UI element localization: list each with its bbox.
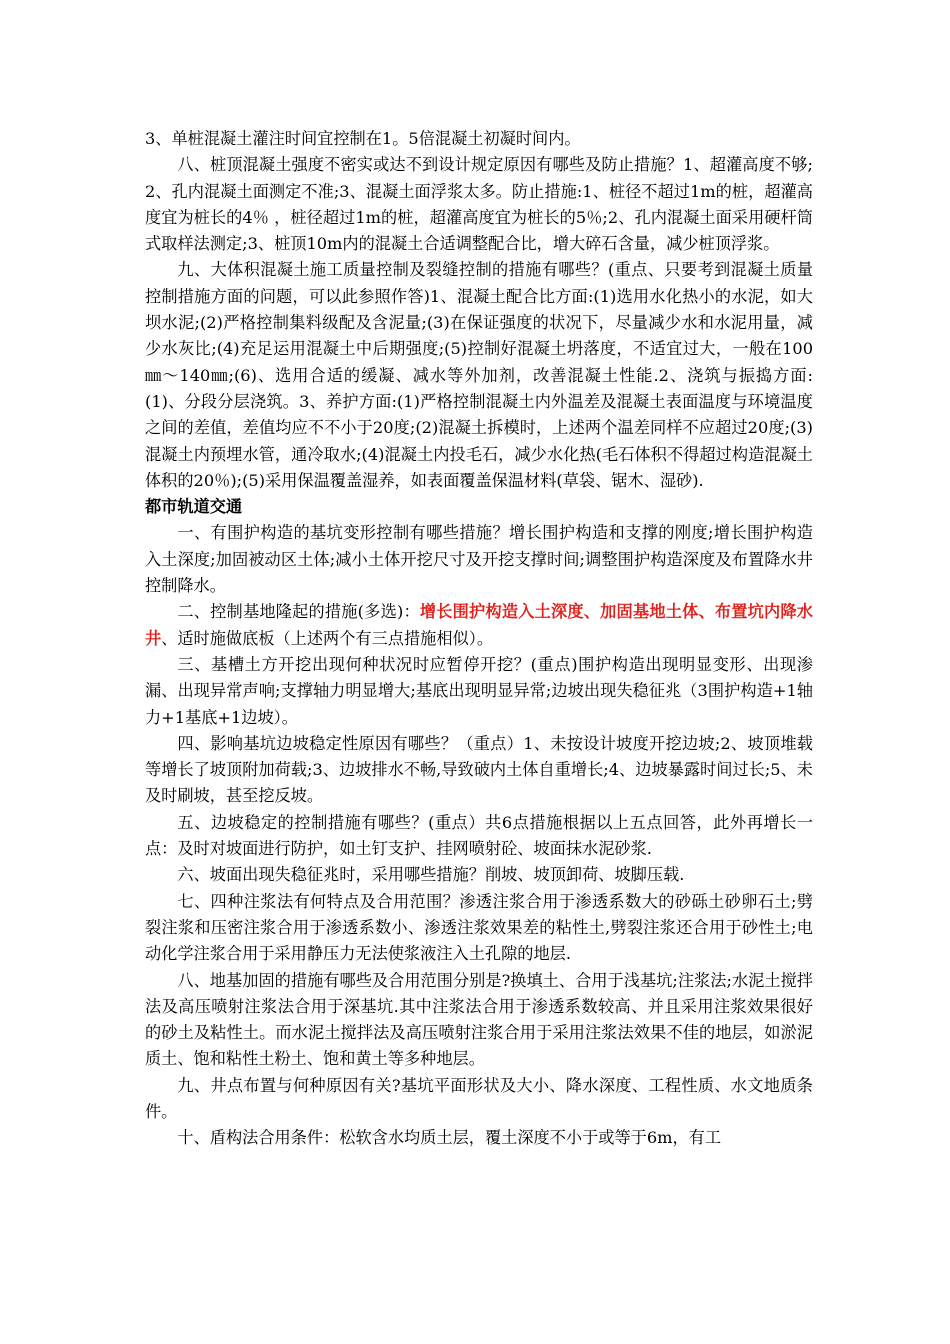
paragraph-q6: 六、坡面出现失稳征兆时，采用哪些措施？削坡、坡顶卸荷、坡脚压载. bbox=[177, 865, 685, 885]
q2-suffix: 、适时施做底板（上述两个有三点措施相似）。 bbox=[161, 628, 494, 648]
paragraph-q10: 十、盾构法合用条件：松软含水均质土层，覆土深度不小于或等于6m，有工 bbox=[177, 1128, 722, 1148]
document-page bbox=[145, 126, 813, 1152]
paragraph-q7: 七、四种注浆法有何特点及合用范围？渗透注浆合用于渗透系数大的砂砾土砂卵石土;劈裂注浆和压密注浆合用于渗透系数小、渗透注浆效果差的粘性土,劈裂注浆还合用于砂性土;电动化学注浆合用于采用静压力无法使浆液注入土孔隙的地层. bbox=[145, 891, 813, 964]
paragraph-intro: 3、单桩混凝土灌注时间宜控制在1。5倍混凝土初凝时间内。 bbox=[145, 129, 581, 148]
paragraph-mass-concrete: 九、大体积混凝土施工质量控制及裂缝控制的措施有哪些？(重点、只要考到混凝土质量控制措施方面的问题，可以此参照作答)1、混凝土配合比方面:(1)选用水化热小的水泥，如大坝水泥;(2)严格控制集料级配及含泥量;(3)在保证强度的状况下，尽量减少水和水泥用量，减少水灰比;(4)充足运用混凝土中后期强度;(5)控制好混凝土坍落度，不适宜过大，一般在100㎜～140㎜;(6)、选用合适的缓凝、减水等外加剂，改善混凝土性能.2、浇筑与振捣方面:(1)、分段分层浇筑。3、养护方面:(1)严格控制混凝土内外温差及混凝土表面温度与环境温度之间的差值，差值均应不不小于20度;(2)混凝土拆模时，上述两个温差同样不应超过20度;(3)混凝土内预埋水管，通冷取水;(4)混凝土内投毛石，减少水化热(毛石体积不得超过构造混凝土体积的20％);(5)采用保温覆盖湿养，如表面覆盖保温材料(草袋、锯木、湿砂). bbox=[145, 260, 813, 490]
paragraph-q3: 三、基槽土方开挖出现何种状况时应暂停开挖？(重点)围护构造出现明显变形、出现渗漏、出现异常声响;支撑轴力明显增大;基底出现明显异常;边坡出现失稳征兆（3围护构造+1轴力+1基底+1边坡）。 bbox=[145, 654, 813, 727]
paragraph-q4: 四、影响基坑边坡稳定性原因有哪些？（重点）1、未按设计坡度开挖边坡;2、坡顶堆载等增长了坡顶附加荷载;3、边坡排水不畅,导致破内土体自重增长;4、边坡暴露时间过长;5、未及时刷坡，甚至挖反坡。 bbox=[145, 733, 813, 806]
section-heading: 都市轨道交通 bbox=[145, 497, 243, 517]
paragraph-q5: 五、边坡稳定的控制措施有哪些？(重点）共6点措施根据以上五点回答，此外再增长一点：及时对坡面进行防护，如土钉支护、挂网喷射砼、坡面抹水泥砂浆. bbox=[145, 812, 813, 859]
paragraph-q1: 一、有围护构造的基坑变形控制有哪些措施？增长围护构造和支撑的刚度;增长围护构造入土深度;加固被动区土体;减小土体开挖尺寸及开挖支撑时间;调整围护构造深度及布置降水井控制降水。 bbox=[145, 523, 813, 596]
q2-prefix: 二、控制基地隆起的措施(多选)： bbox=[177, 602, 420, 622]
paragraph-pile-top: 八、桩顶混凝土强度不密实或达不到设计规定原因有哪些及防止措施？1、超灌高度不够;2、孔内混凝土面测定不准;3、混凝土面浮浆太多。防止措施:1、桩径不超过1m的桩，超灌高度宜为桩长的4％ ，桩径超过1m的桩，超灌高度宜为桩长的5％;2、孔内混凝土面采用硬杆筒式取样法测定;3、桩顶10m内的混凝土合适调整配合比，增大碎石含量，减少桩顶浮浆。 bbox=[145, 155, 813, 254]
q2-highlight: 增长围护构造入土深度、加固基地土体、布置坑内降水井 bbox=[145, 602, 813, 648]
paragraph-q2 bbox=[145, 599, 813, 652]
paragraph-q8: 八、地基加固的措施有哪些及合用范围分别是?换填土、合用于浅基坑;注浆法;水泥土搅拌法及高压喷射注浆法合用于深基坑.其中注浆法合用于渗透系数较高、并且采用注浆效果很好的砂土及粘性土。而水泥土搅拌法及高压喷射注浆合用于采用注浆法效果不佳的地层，如淤泥质土、饱和粘性土粉土、饱和黄土等多种地层。 bbox=[145, 970, 813, 1069]
paragraph-q9: 九、井点布置与何种原因有关?基坑平面形状及大小、降水深度、工程性质、水文地质条件。 bbox=[145, 1075, 813, 1121]
